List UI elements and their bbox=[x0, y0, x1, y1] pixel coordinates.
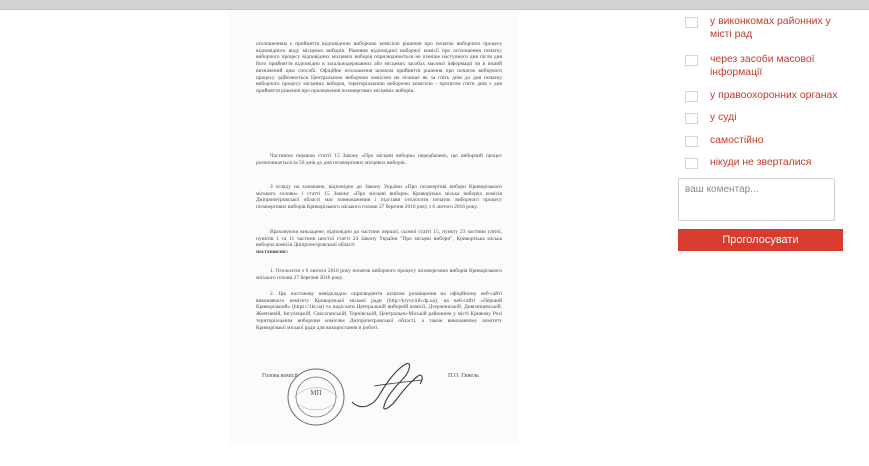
scanned-document bbox=[230, 12, 518, 444]
poll-option-checkbox[interactable] bbox=[685, 91, 698, 102]
doc-paragraph: 1. Оголосити з 6 лютого 2016 року початок виборчого процесу позачергових виборів Криворізького міського голови 27 березня 2016 року. bbox=[256, 268, 502, 281]
doc-paragraph: оголошенням є прийняття відповідною виборчою комісією рішення про початок виборчого процесу відповідного виду місцевих виборів. Рішення відповідної виборчої комісії про оголошення початку виборчого процесу відповідних місцевих виборів оприлюднюється не пізніше наступного дня після дня його прийняття відповідно в загальнодержавних або місцевих засобах масової інформації чи в інший визначений цим способі. Офіційне оголошення шляхом прийняття рішення про початок виборчого процесу здійснюється Центральною виборчою комісією не пізніше як за п'ять днів до дня початку виборчого процесу місцевих виборів, територіальною виборчою комісією - протягом п'яти днів з дня прийняття рішення про призначення позачергових місцевих виборів. bbox=[256, 41, 502, 94]
poll-option-label[interactable]: через засоби масової інформації bbox=[710, 54, 815, 78]
doc-paragraph: Враховуючи викладене, відповідно до частини першої, сьомої статті 15, пункту 23 частини п'ятої, пунктів 1 та 11 частини шостої статті 24 Закону України "Про місцеві вибори", Криворізька міська виборча комісія Дніпропетровської області bbox=[256, 229, 502, 249]
poll-option-checkbox[interactable] bbox=[685, 55, 698, 66]
doc-paragraph: Частиною першою статті 15 Закону «Про місцеві вибори» передбачено, що виборчий процес розпочинається за 50 днів до дня позачергових місцевих виборів. bbox=[256, 153, 502, 166]
poll-option-checkbox[interactable] bbox=[685, 158, 698, 169]
poll-option-label[interactable]: самостійно bbox=[710, 135, 764, 146]
poll-option-label[interactable]: нікуди не зверталися bbox=[710, 157, 812, 168]
poll-option-checkbox[interactable] bbox=[685, 113, 698, 124]
handwritten-signature bbox=[346, 358, 428, 414]
top-bar bbox=[0, 0, 869, 10]
vote-button[interactable]: Проголосувати bbox=[678, 229, 843, 251]
poll-option-label[interactable]: у виконкомах районних у місті рад bbox=[710, 16, 831, 40]
doc-paragraph: 2. Цю постанову невідкладно оприлюднити шляхом розміщення на офіційному веб-сайті виконавчого комітету Криворізької міської ради (http://kryvyirih.dp.ua), на веб-сайті «Перший Криворізький» (https://1kr.ua) та надіслати Центральній виборчій комісії, Дзержинській, Довгинцевській, Жовтневій, Інгулецькій, Саксаганській, Тернівській, Центрально-Міській районним у місті Кривому Розі територіальним виборчим комісіям Дніпропетровської області, а також виконавчому комітету Криворізької міської ради для використання в роботі. bbox=[256, 291, 502, 331]
poll-option-label[interactable]: у правоохоронних органах bbox=[710, 90, 838, 101]
signatory-name: П.О. Гивель bbox=[448, 373, 479, 379]
doc-resolution-heading: постановляє: bbox=[256, 249, 289, 255]
doc-paragraph: З огляду на зазначене, відповідно до Закону України «Про позачергові вибори Криворізького міського голови» і статті 15 Закону «Про місцеві вибори» Криворізька міська виборча комісія Дніпропетровської області має повноваження і підстави оголосити початок виборчого процесу позачергових виборів Криворізького міського голови 27 березня 2016 року з 6 лютого 2016 року. bbox=[256, 184, 502, 211]
poll-option-checkbox[interactable] bbox=[685, 17, 698, 28]
poll-option-label[interactable]: у суді bbox=[710, 112, 737, 123]
signatory-title: Голова комісії bbox=[262, 373, 298, 379]
comment-input[interactable] bbox=[678, 178, 835, 221]
stamp-text: МП bbox=[310, 389, 322, 397]
poll-option-checkbox[interactable] bbox=[685, 136, 698, 147]
